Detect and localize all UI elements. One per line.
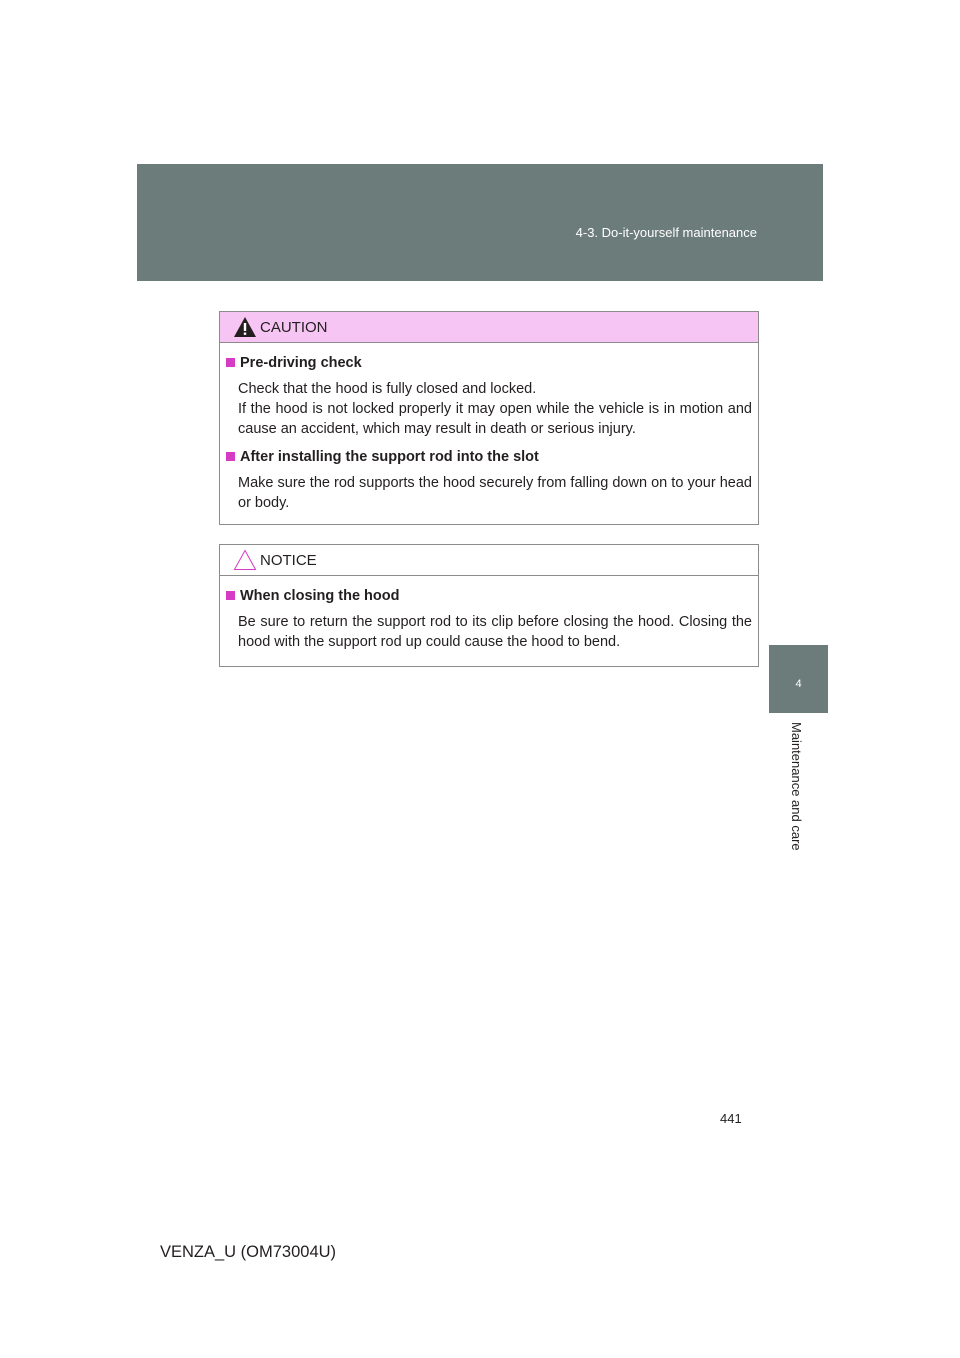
item-heading-text: When closing the hood [240,588,400,604]
caution-title: CAUTION [260,319,328,336]
section-title: 4-3. Do-it-yourself maintenance [575,225,757,240]
item-heading-text: After installing the support rod into the slot [240,449,539,465]
item-heading [226,353,752,373]
item-heading-text: Pre-driving check [240,355,362,371]
bullet-square-icon [226,358,235,367]
header-band [137,164,823,281]
caution-item-pre-driving [226,353,752,439]
page-number: 441 [720,1111,742,1126]
notice-item-closing-hood [226,586,752,652]
item-paragraph: Check that the hood is fully closed and locked. [238,381,537,397]
caution-body [220,343,758,513]
notice-box [219,544,759,667]
notice-header [220,545,758,576]
chapter-number: 4 [795,678,802,690]
item-paragraph: If the hood is not locked properly it may open while the vehicle is in motion and cause an accident, which may result in death or serious injury. [238,401,752,437]
notice-body [220,576,758,652]
item-heading [226,586,752,606]
chapter-label: Maintenance and care [789,722,804,851]
item-heading [226,447,752,467]
warning-triangle-filled-icon [233,316,257,338]
bullet-square-icon [226,452,235,461]
caution-item-support-rod [226,447,752,513]
doc-code: VENZA_U (OM73004U) [160,1243,337,1261]
item-text [226,612,752,652]
bullet-square-icon [226,591,235,600]
item-paragraph: Be sure to return the support rod to its clip before closing the hood. Closing the hood with the support rod up could cause the hood to bend. [238,614,752,650]
caution-header [220,312,758,343]
caution-box [219,311,759,525]
item-text [226,379,752,439]
chapter-tab [769,645,828,713]
item-paragraph: Make sure the rod supports the hood securely from falling down on to your head or body. [238,475,752,511]
item-text [226,473,752,513]
warning-triangle-outline-icon [233,549,257,571]
notice-title: NOTICE [260,552,317,569]
